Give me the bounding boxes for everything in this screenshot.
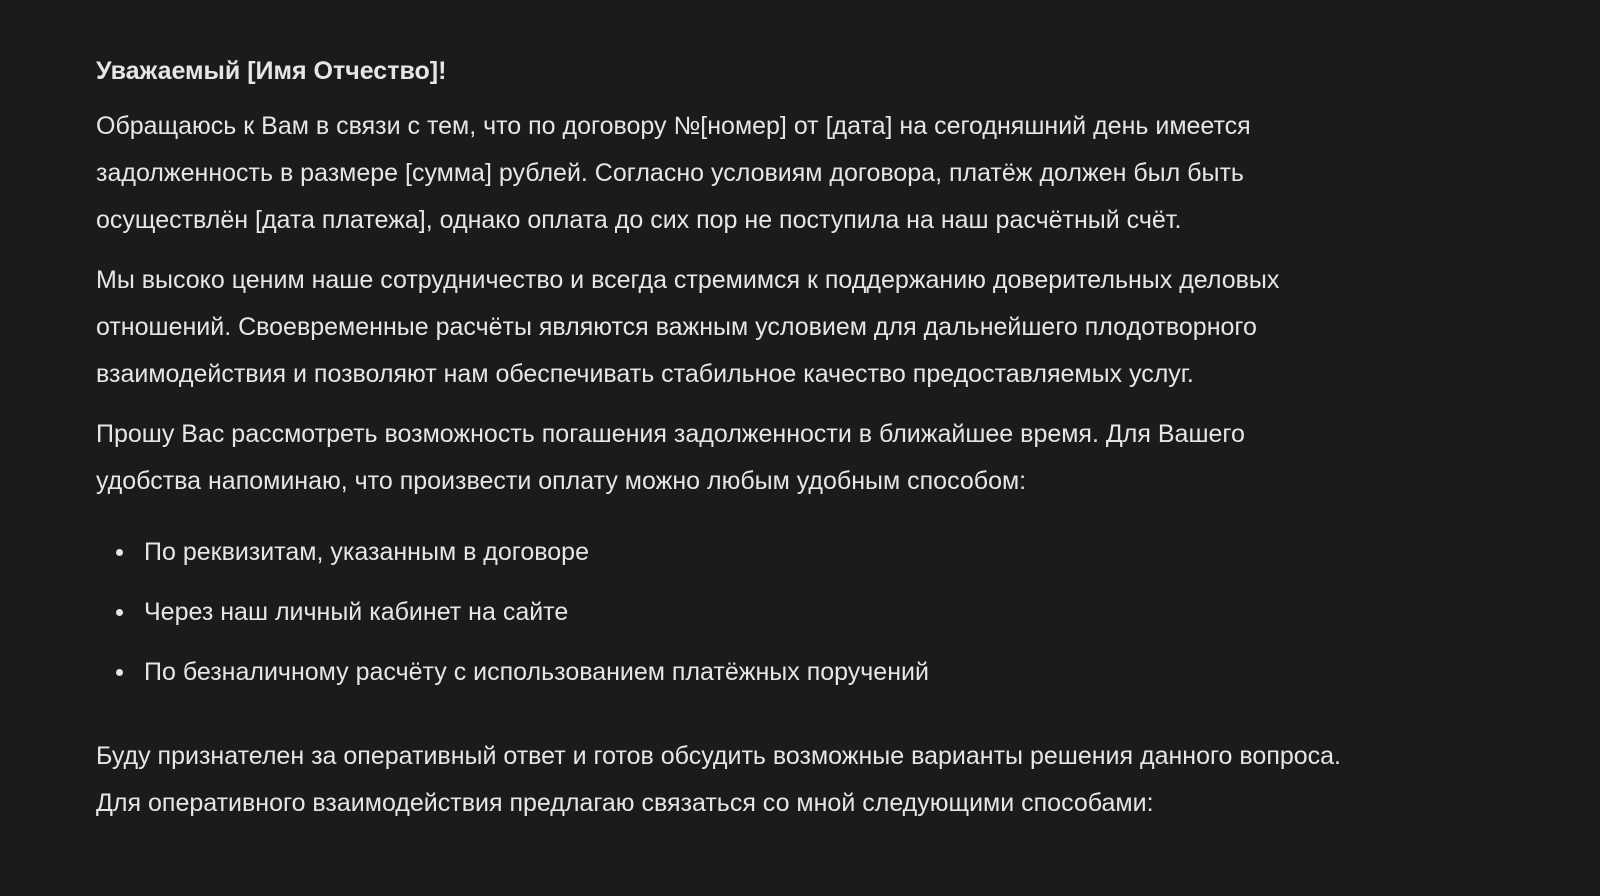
letter-paragraph-debt: Обращаюсь к Вам в связи с тем, что по договору №[номер] от [дата] на сегодняшний день имеется задолженность в размере [сумма] рублей. Согласно условиям договора, платёж должен был быть осуществлён [дата платежа], однако оплата до сих пор не поступила на наш расчётный счёт.	[96, 112, 1251, 234]
bullet-icon	[116, 669, 123, 676]
bullet-icon	[116, 609, 123, 616]
list-item	[96, 529, 1356, 589]
letter-greeting: Уважаемый [Имя Отчество]!	[96, 57, 447, 85]
letter-paragraph-closing: Буду признателен за оперативный ответ и готов обсудить возможные варианты решения данного вопроса. Для оперативного взаимодействия предлагаю связаться со мной следующими способами:	[96, 742, 1342, 817]
letter-document	[96, 52, 1356, 827]
payment-method-label: По реквизитам, указанным в договоре	[144, 538, 589, 566]
payment-methods-list	[96, 529, 1356, 709]
payment-method-label: Через наш личный кабинет на сайте	[144, 598, 569, 626]
letter-paragraph-request: Прошу Вас рассмотреть возможность погашения задолженности в ближайшее время. Для Вашего удобства напоминаю, что произвести оплату можно любым удобным способом:	[96, 420, 1245, 495]
payment-method-label: По безналичному расчёту с использованием платёжных поручений	[144, 658, 929, 686]
letter-paragraph-cooperation: Мы высоко ценим наше сотрудничество и всегда стремимся к поддержанию доверительных деловых отношений. Своевременные расчёты являются важным условием для дальнейшего плодотворного взаимодействия и позволяют нам обеспечивать стабильное качество предоставляемых услуг.	[96, 266, 1280, 388]
list-item	[96, 589, 1356, 649]
bullet-icon	[116, 549, 123, 556]
list-item	[96, 649, 1356, 709]
